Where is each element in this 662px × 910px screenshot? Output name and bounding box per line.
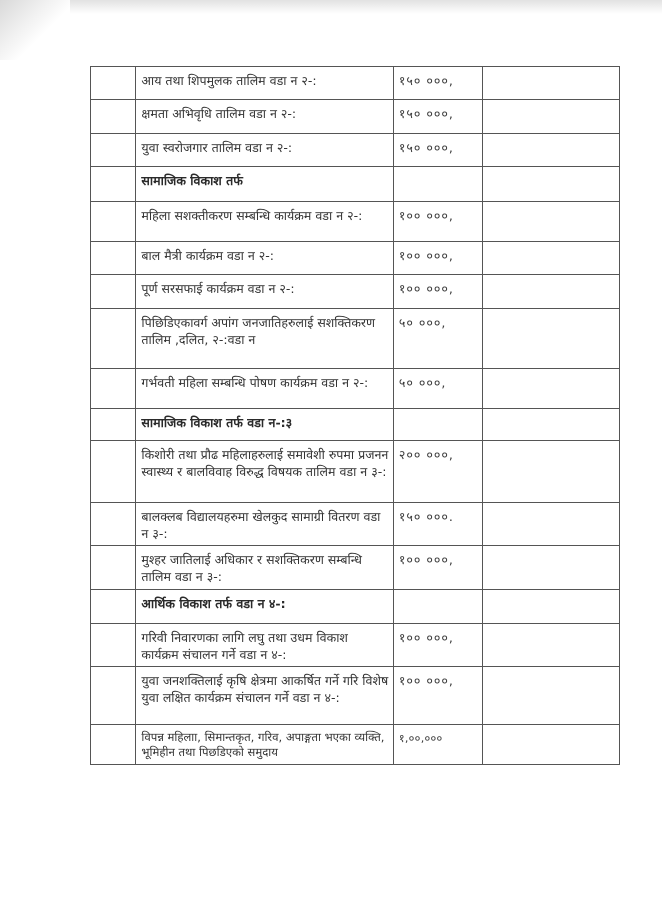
serial-cell (91, 309, 136, 369)
scan-shadow-corner (0, 0, 70, 60)
remarks-cell (482, 725, 619, 765)
remarks-cell (482, 409, 619, 441)
remarks-cell (482, 309, 619, 369)
section-header-row (91, 590, 620, 624)
section-title: सामाजिक विकाश तर्फ (136, 167, 393, 202)
remarks-cell (482, 202, 619, 242)
program-cell: गरिवी निवारणका लागि लघु तथा उधम विकाश कार्यक्रम संचालन गर्ने वडा न ४-: (136, 624, 393, 667)
program-cell: पूर्ण सरसफाई कार्यक्रम वडा न २-: (136, 275, 393, 309)
amount-cell: १०० ०००, (393, 275, 482, 309)
table-row (91, 202, 620, 242)
serial-cell (91, 725, 136, 765)
remarks-cell (482, 275, 619, 309)
amount-cell: १०० ०००, (393, 546, 482, 590)
serial-cell (91, 67, 136, 100)
serial-cell (91, 275, 136, 309)
program-cell: बाल मैत्री कार्यक्रम वडा न २-: (136, 242, 393, 275)
amount-cell: १५० ०००. (393, 503, 482, 546)
amount-cell: १५० ०००, (393, 100, 482, 134)
serial-cell (91, 667, 136, 725)
serial-cell (91, 624, 136, 667)
serial-cell (91, 242, 136, 275)
table-row (91, 667, 620, 725)
remarks-cell (482, 369, 619, 409)
table-row (91, 369, 620, 409)
program-cell: पिछिडिएकावर्ग अपांग जनजातिहरुलाई सशक्तिकरण तालिम ,दलित, २-:वडा न (136, 309, 393, 369)
amount-cell: १५० ०००, (393, 67, 482, 100)
program-cell: क्षमता अभिवृधि तालिम वडा न २-: (136, 100, 393, 134)
program-cell: मुश्हर जातिलाई अधिकार र सशक्तिकरण सम्बन्धि तालिम वडा न ३-: (136, 546, 393, 590)
amount-cell: ५० ०००, (393, 309, 482, 369)
program-cell: गर्भवती महिला सम्बन्धि पोषण कार्यक्रम वडा न २-: (136, 369, 393, 409)
remarks-cell (482, 67, 619, 100)
program-cell: बालक्लब विद्यालयहरुमा खेलकुद सामाग्री वितरण वडा न ३-: (136, 503, 393, 546)
program-cell: महिला सशक्तीकरण सम्बन्धि कार्यक्रम वडा न २-: (136, 202, 393, 242)
remarks-cell (482, 503, 619, 546)
program-cell: आय तथा शिपमुलक तालिम वडा न २-: (136, 67, 393, 100)
table-row (91, 100, 620, 134)
amount-cell: १०० ०००, (393, 242, 482, 275)
amount-cell (393, 167, 482, 202)
table-row (91, 134, 620, 167)
section-header-row (91, 409, 620, 441)
table-row (91, 242, 620, 275)
table-row (91, 725, 620, 765)
program-cell: युवा जनशक्तिलाई कृषि क्षेत्रमा आकर्षित गर्ने गरि विशेष युवा लक्षित कार्यक्रम संचालन गर्ने वडा न ४-: (136, 667, 393, 725)
table-row (91, 503, 620, 546)
remarks-cell (482, 167, 619, 202)
amount-cell (393, 590, 482, 624)
serial-cell (91, 100, 136, 134)
amount-cell: १०० ०००, (393, 202, 482, 242)
remarks-cell (482, 242, 619, 275)
serial-cell (91, 546, 136, 590)
table-row (91, 546, 620, 590)
scan-shadow-top (0, 0, 662, 14)
section-header-row (91, 167, 620, 202)
serial-cell (91, 369, 136, 409)
table-row (91, 275, 620, 309)
remarks-cell (482, 134, 619, 167)
table-row (91, 309, 620, 369)
serial-cell (91, 409, 136, 441)
amount-cell: १,००,००० (393, 725, 482, 765)
remarks-cell (482, 441, 619, 503)
amount-cell: १०० ०००, (393, 624, 482, 667)
program-cell: विपन्न महिलाा, सिमान्तकृत, गरिव, अपाङ्गता भएका व्यक्ति, भूमिहीन तथा पिछडिएको समुदाय (136, 725, 393, 765)
serial-cell (91, 441, 136, 503)
table-row (91, 624, 620, 667)
serial-cell (91, 134, 136, 167)
amount-cell: ५० ०००, (393, 369, 482, 409)
program-cell: किशोरी तथा प्रौढ महिलाहरुलाई समावेशी रुपमा प्रजनन स्वास्थ्य र बालविवाह विरुद्ध विषयक तालिम वडा न ३-: (136, 441, 393, 503)
program-cell: युवा स्वरोजगार तालिम वडा न २-: (136, 134, 393, 167)
remarks-cell (482, 624, 619, 667)
amount-cell (393, 409, 482, 441)
serial-cell (91, 590, 136, 624)
serial-cell (91, 202, 136, 242)
remarks-cell (482, 546, 619, 590)
table-row (91, 441, 620, 503)
section-title: आर्थिक विकाश तर्फ वडा न ४-: (136, 590, 393, 624)
amount-cell: १०० ०००, (393, 667, 482, 725)
serial-cell (91, 167, 136, 202)
budget-table (90, 66, 620, 765)
serial-cell (91, 503, 136, 546)
amount-cell: २०० ०००, (393, 441, 482, 503)
section-title: सामाजिक विकाश तर्फ वडा न-:३ (136, 409, 393, 441)
amount-cell: १५० ०००, (393, 134, 482, 167)
remarks-cell (482, 590, 619, 624)
table-row (91, 67, 620, 100)
remarks-cell (482, 100, 619, 134)
remarks-cell (482, 667, 619, 725)
